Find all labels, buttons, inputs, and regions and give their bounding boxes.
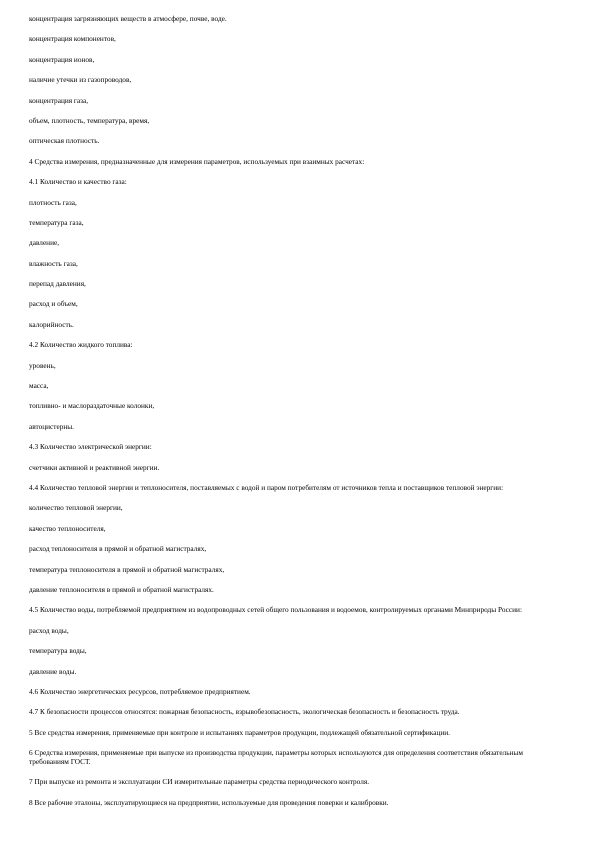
text-line: автоцистерны. [29,421,74,431]
text-line: влажность газа, [29,258,78,268]
text-line: объем, плотность, температура, время, [29,115,150,125]
subsection-heading: 4.7 К безопасности процессов относятся: пожарная безопасность, взрывобезопасность, экологическая безопасность и безопасность труда. [29,707,460,717]
document-page [29,14,569,818]
subsection-heading: 4.3 Количество электрической энергии: [29,442,152,452]
subsection-heading: 4.5 Количество воды, потребляемой предприятием из водопроводных сетей общего пользования и водоемов, контролируемых органами Минприроды России: [29,605,522,615]
text-line: концентрация загрязняющих веществ в атмосфере, почве, воде. [29,14,227,23]
text-line: количество тепловой энергии, [29,503,123,513]
text-line: концентрация компонентов, [29,34,116,44]
text-line: расход воды, [29,625,69,635]
text-line: счетчики активной и реактивной энергии. [29,462,160,472]
subsection-heading: 4.2 Количество жидкого топлива: [29,340,133,350]
text-line: оптическая плотность. [29,136,100,146]
text-line: расход теплоносителя в прямой и обратной магистралях, [29,544,207,554]
section-heading: 4 Средства измерения, предназначенные для измерения параметров, используемых при взаимных расчетах: [29,156,365,166]
text-line: давление, [29,238,60,248]
subsection-heading: 4.6 Количество энергетических ресурсов, потребляемое предприятием. [29,686,251,696]
text-line: температура газа, [29,217,84,227]
text-line: температура воды, [29,646,87,656]
subsection-heading: 4.1 Количество и качество газа: [29,177,127,187]
text-line: уровень, [29,360,56,370]
text-line: калорийность. [29,319,74,329]
section-heading: 7 При выпуске из ремонта и эксплуатации СИ измерительные параметры средства периодического контроля. [29,777,370,787]
subsection-heading: 4.4 Количество тепловой энергии и теплоносителя, поставляемых с водой и паром потребителям от источников тепла и поставщиков тепловой энергии: [29,482,504,492]
text-line: наличие утечки из газопроводов, [29,75,132,85]
text-line: температура теплоносителя в прямой и обратной магистралях, [29,564,225,574]
text-line: концентрация газа, [29,95,89,105]
text-line: качество теплоносителя, [29,523,106,533]
text-line: плотность газа, [29,197,77,207]
text-line: перепад давления, [29,279,86,289]
text-line: топливно- и маслораздаточные колонки, [29,401,155,411]
text-line: расход и объем, [29,299,78,309]
section-heading: 8 Все рабочие эталоны, эксплуатирующиеся на предприятии, используемые для проведения поверки и калибровки. [29,797,389,807]
text-line: давление теплоносителя в прямой и обратной магистралях. [29,584,214,594]
section-heading: 6 Средства измерения, применяемые при выпуске из производства продукции, параметры которых используются для определения соответствия обязательным требованиям ГОСТ. [29,748,523,767]
section-heading: 5 Все средства измерения, применяемые при контроле и испытаниях параметров продукции, подлежащей обязательной сертификации. [29,727,450,737]
text-line: концентрация ионов, [29,54,95,64]
text-line: масса, [29,381,49,391]
text-line: давление воды. [29,666,77,676]
